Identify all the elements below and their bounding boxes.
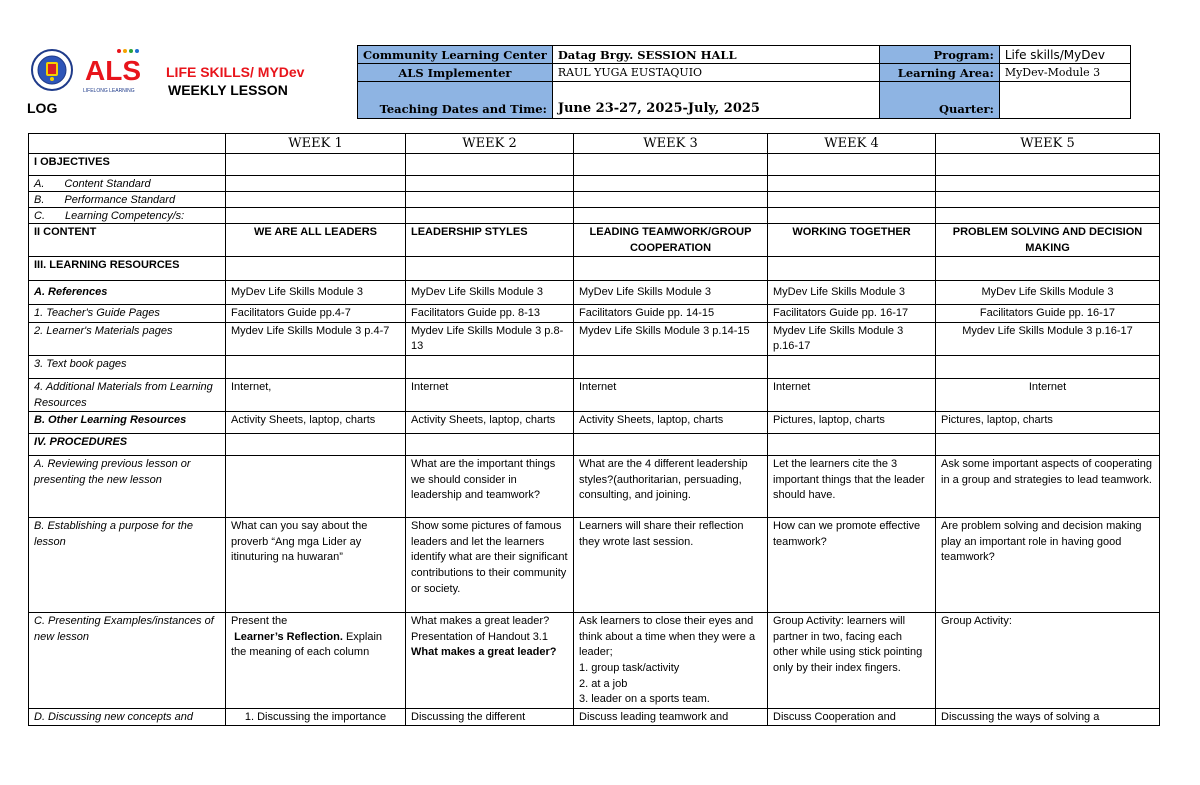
discussing-week-5: Discussing the ways of solving a: [936, 708, 1160, 726]
implementer-value: RAUL YUGA EUSTAQUIO: [552, 64, 879, 82]
additional-materials-row: [29, 378, 1160, 411]
title-log: LOG: [27, 100, 58, 116]
reviewing-label: A. Reviewing previous lesson or presenting the new lesson: [29, 456, 226, 518]
content-week-1: WE ARE ALL LEADERS: [226, 224, 406, 257]
lesson-log-table: [28, 133, 1160, 726]
additional-materials-week-3: Internet: [574, 378, 768, 411]
teachers-guide-label: 1. Teacher's Guide Pages: [29, 305, 226, 323]
content-row: [29, 224, 1160, 257]
presenting-week-3: Ask learners to close their eyes and think about a time when they were a leader; 1. group task/activity 2. at a job 3. leader on a sports team.: [574, 613, 768, 709]
learners-materials-week-3: Mydev Life Skills Module 3 p.14-15: [574, 322, 768, 355]
establishing-row: [29, 518, 1160, 613]
week-3-header: WEEK 3: [574, 134, 768, 154]
dates-label: Teaching Dates and Time:: [358, 82, 553, 119]
learners-materials-week-5: Mydev Life Skills Module 3 p.16-17: [936, 322, 1160, 355]
program-value: Life skills/MyDev: [999, 46, 1130, 64]
procedures-row: [29, 434, 1160, 456]
als-logo-text: ALS: [85, 55, 141, 86]
program-label: Program:: [879, 46, 999, 64]
teachers-guide-week-4: Facilitators Guide pp. 16-17: [768, 305, 936, 323]
learners-materials-week-2: Mydev Life Skills Module 3 p.8-13: [406, 322, 574, 355]
teachers-guide-week-1: Facilitators Guide pp.4-7: [226, 305, 406, 323]
other-resources-week-5: Pictures, laptop, charts: [936, 412, 1160, 434]
performance-standard-label: B. Performance Standard: [29, 192, 226, 208]
als-logo-tagline: LIFELONG LEARNING: [83, 88, 135, 94]
additional-materials-label: 4. Additional Materials from Learning Resources: [29, 378, 226, 411]
presenting-row: [29, 613, 1160, 709]
textbook-row: [29, 355, 1160, 378]
discussing-week-4: Discuss Cooperation and: [768, 708, 936, 726]
presenting-week-1: Present the Learner’s Reflection. Explain the meaning of each column: [226, 613, 406, 709]
references-week-5: MyDev Life Skills Module 3: [936, 281, 1160, 305]
presenting-week-5: Group Activity:: [936, 613, 1160, 709]
discussing-label: D. Discussing new concepts and: [29, 708, 226, 726]
discussing-week-2: Discussing the different: [406, 708, 574, 726]
establishing-week-3: Learners will share their reflection they wrote last session.: [574, 518, 768, 613]
additional-materials-week-4: Internet: [768, 378, 936, 411]
objectives-row: [29, 154, 1160, 176]
content-week-2: LEADERSHIP STYLES: [406, 224, 574, 257]
content-week-3: LEADING TEAMWORK/GROUP COOPERATION: [574, 224, 768, 257]
content-standard-row: [29, 176, 1160, 192]
learning-competency-label: C. Learning Competency/s:: [29, 208, 226, 224]
blank-header-cell: [29, 134, 226, 154]
quarter-label: Quarter:: [879, 82, 999, 119]
references-row: [29, 281, 1160, 305]
clc-value: Datag Brgy. SESSION HALL: [552, 46, 879, 64]
week-header-row: [29, 134, 1160, 154]
references-week-1: MyDev Life Skills Module 3: [226, 281, 406, 305]
procedures-label: IV. PROCEDURES: [29, 434, 226, 456]
reviewing-week-3: What are the 4 different leadership styles?(authoritarian, persuading, consulting, and joining.: [574, 456, 768, 518]
establishing-week-4: How can we promote effective teamwork?: [768, 518, 936, 613]
teachers-guide-week-2: Facilitators Guide pp. 8-13: [406, 305, 574, 323]
week-2-header: WEEK 2: [406, 134, 574, 154]
discussing-row: [29, 708, 1160, 726]
other-resources-week-1: Activity Sheets, laptop, charts: [226, 412, 406, 434]
content-label: II CONTENT: [29, 224, 226, 257]
learners-materials-row: [29, 322, 1160, 355]
teachers-guide-row: [29, 305, 1160, 323]
objectives-label: I OBJECTIVES: [29, 154, 226, 176]
content-week-5: PROBLEM SOLVING AND DECISION MAKING: [936, 224, 1160, 257]
reviewing-week-5: Ask some important aspects of cooperating in a group and strategies to lead teamwork.: [936, 456, 1160, 518]
title-life-skills: LIFE SKILLS/ MYDev: [166, 64, 305, 80]
establishing-week-5: Are problem solving and decision making play an important role in having good teamwork?: [936, 518, 1160, 613]
learning-resources-row: [29, 257, 1160, 281]
learners-materials-label: 2. Learner's Materials pages: [29, 322, 226, 355]
establishing-label: B. Establishing a purpose for the lesson: [29, 518, 226, 613]
reviewing-week-4: Let the learners cite the 3 important things that the leader should have.: [768, 456, 936, 518]
discussing-week-3: Discuss leading teamwork and: [574, 708, 768, 726]
info-table: [357, 45, 1131, 119]
content-week-4: WORKING TOGETHER: [768, 224, 936, 257]
week-5-header: WEEK 5: [936, 134, 1160, 154]
establishing-week-2: Show some pictures of famous leaders and let the learners identify what are their significant contributions to their community or society.: [406, 518, 574, 613]
learners-materials-week-4: Mydev Life Skills Module 3 p.16-17: [768, 322, 936, 355]
presenting-week-2: What makes a great leader? Presentation of Handout 3.1 What makes a great leader?: [406, 613, 574, 709]
other-resources-week-4: Pictures, laptop, charts: [768, 412, 936, 434]
learning-competency-row: [29, 208, 1160, 224]
logo-area: [27, 45, 357, 117]
header: [27, 45, 1160, 120]
week-1-header: WEEK 1: [226, 134, 406, 154]
performance-standard-row: [29, 192, 1160, 208]
teachers-guide-week-3: Facilitators Guide pp. 14-15: [574, 305, 768, 323]
learning-area-label: Learning Area:: [879, 64, 999, 82]
reviewing-row: [29, 456, 1160, 518]
other-resources-week-2: Activity Sheets, laptop, charts: [406, 412, 574, 434]
content-standard-label: A. Content Standard: [29, 176, 226, 192]
dates-value: June 23-27, 2025-July, 2025: [552, 82, 879, 119]
establishing-week-1: What can you say about the proverb “Ang mga Lider ay itinuturing na huwaran”: [226, 518, 406, 613]
discussing-week-1: 1. Discussing the importance: [226, 708, 406, 726]
clc-label: Community Learning Center: [358, 46, 553, 64]
learning-area-value: MyDev-Module 3: [999, 64, 1130, 82]
additional-materials-week-5: Internet: [936, 378, 1160, 411]
quarter-value: [999, 82, 1130, 119]
deped-seal-icon: [31, 49, 73, 91]
other-resources-week-3: Activity Sheets, laptop, charts: [574, 412, 768, 434]
learning-resources-label: III. LEARNING RESOURCES: [29, 257, 226, 281]
teachers-guide-week-5: Facilitators Guide pp. 16-17: [936, 305, 1160, 323]
references-week-4: MyDev Life Skills Module 3: [768, 281, 936, 305]
presenting-week-4: Group Activity: learners will partner in two, facing each other while using stick pointing only by their index fingers.: [768, 613, 936, 709]
implementer-label: ALS Implementer: [358, 64, 553, 82]
other-resources-label: B. Other Learning Resources: [29, 412, 226, 434]
learners-materials-week-1: Mydev Life Skills Module 3 p.4-7: [226, 322, 406, 355]
other-resources-row: [29, 412, 1160, 434]
references-week-2: MyDev Life Skills Module 3: [406, 281, 574, 305]
presenting-label: C. Presenting Examples/instances of new lesson: [29, 613, 226, 709]
references-week-3: MyDev Life Skills Module 3: [574, 281, 768, 305]
reviewing-week-1: [226, 456, 406, 518]
als-logo-icon: [79, 47, 147, 95]
reviewing-week-2: What are the important things we should consider in leadership and teamwork?: [406, 456, 574, 518]
references-label: A. References: [29, 281, 226, 305]
textbook-label: 3. Text book pages: [29, 355, 226, 378]
additional-materials-week-2: Internet: [406, 378, 574, 411]
title-weekly-lesson: WEEKLY LESSON: [168, 82, 288, 98]
additional-materials-week-1: Internet,: [226, 378, 406, 411]
week-4-header: WEEK 4: [768, 134, 936, 154]
